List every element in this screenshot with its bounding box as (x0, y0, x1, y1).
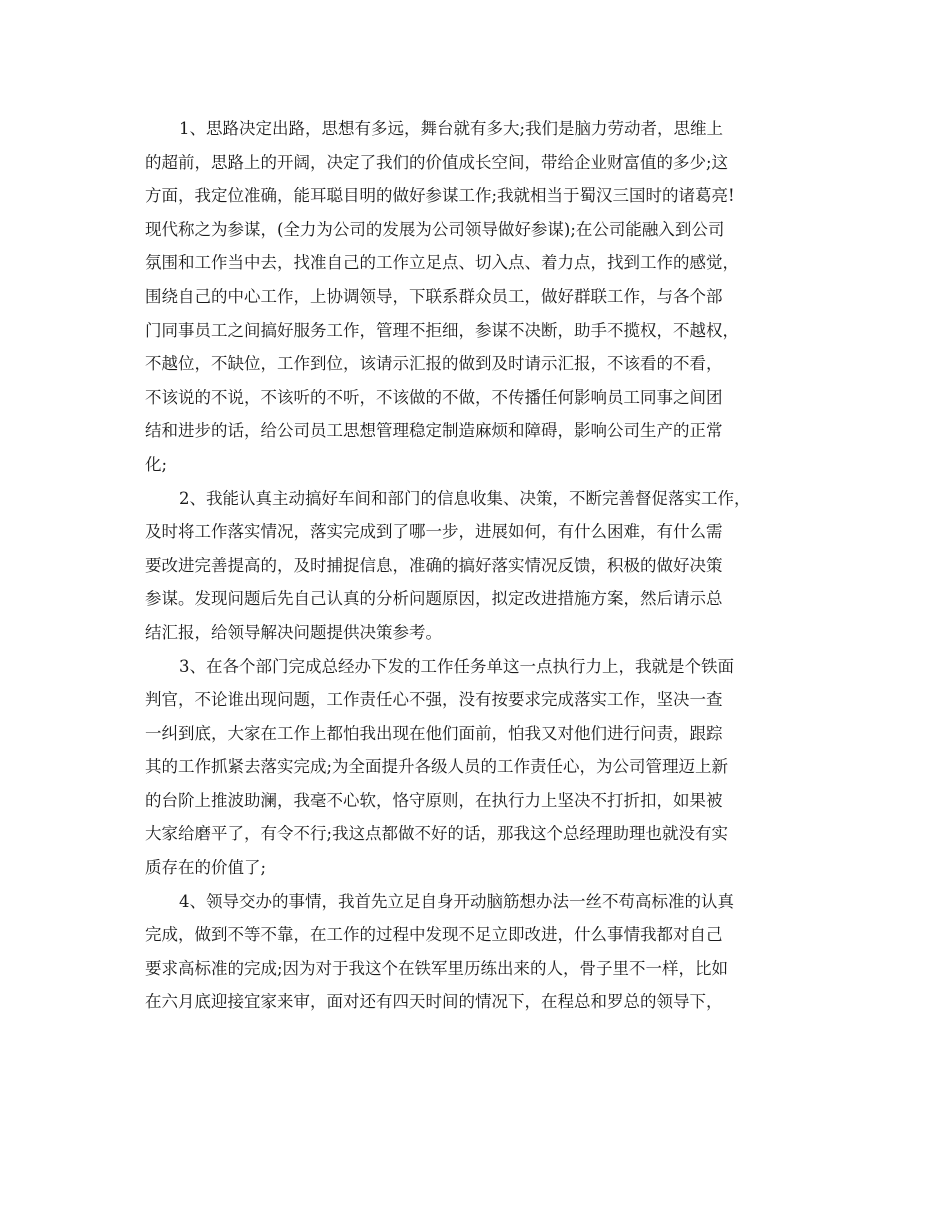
paragraph-4 (145, 885, 810, 1019)
text-line: 的超前，思路上的开阔，决定了我们的价值成长空间，带给企业财富值的多少;这 (145, 152, 729, 172)
text-line: 一纠到底，大家在工作上都怕我出现在他们面前，怕我又对他们进行问责，跟踪 (145, 723, 723, 743)
document-body (145, 112, 810, 1019)
text-line: 的台阶上推波助澜，我毫不心软，恪守原则，在执行力上坚决不打折扣，如果被 (145, 790, 723, 810)
paragraph-2 (145, 482, 810, 650)
text-line: 要求高标准的完成;因为对于我这个在铁军里历练出来的人，骨子里不一样，比如 (145, 958, 729, 978)
text-line: 及时将工作落实情况，落实完成到了哪一步，进展如何，有什么困难，有什么需 (145, 522, 723, 542)
text-line: 其的工作抓紧去落实完成;为全面提升各级人员的工作责任心，为公司管理迈上新 (145, 757, 729, 777)
text-line: 门同事员工之间搞好服务工作，管理不拒细，参谋不决断，助手不揽权，不越权， (145, 320, 739, 340)
text-line: 方面，我定位准确，能耳聪目明的做好参谋工作;我就相当于蜀汉三国时的诸葛亮! (145, 186, 735, 206)
text-line: 1、思路决定出路，思想有多远，舞台就有多大;我们是脑力劳动者，思维上 (179, 119, 724, 138)
text-line: 4、领导交办的事情，我首先立足自身开动脑筋想办法一丝不苟高标准的认真 (179, 891, 734, 911)
text-line: 判官，不论谁出现问题，工作责任心不强，没有按要求完成落实工作，坚决一查 (145, 690, 723, 710)
text-line: 完成，做到不等不靠，在工作的过程中发现不足立即改进，什么事情我都对自己 (145, 925, 723, 945)
text-line: 在六月底迎接宜家来审，面对还有四天时间的情况下，在程总和罗总的领导下， (145, 992, 723, 1012)
text-line: 结汇报，给领导解决问题提供决策参考。 (145, 622, 442, 642)
text-line: 要改进完善提高的，及时捕捉信息，准确的搞好落实情况反馈，积极的做好决策 (145, 555, 723, 575)
text-line: 质存在的价值了; (145, 858, 267, 878)
text-line: 参谋。发现问题后先自己认真的分析问题原因，拟定改进措施方案，然后请示总 (145, 589, 723, 609)
text-line: 不该说的不说，不该听的不听，不该做的不做，不传播任何影响员工同事之间团 (145, 387, 723, 407)
paragraph-3 (145, 650, 810, 885)
text-line: 不越位，不缺位，工作到位，该请示汇报的做到及时请示汇报，不该看的不看， (145, 354, 723, 374)
text-line: 2、我能认真主动搞好车间和部门的信息收集、决策，不断完善督促落实工作， (179, 488, 751, 508)
text-line: 大家给磨平了，有令不行;我这点都做不好的话，那我这个总经理助理也就没有实 (145, 824, 729, 844)
text-line: 结和进步的话，给公司员工思想管理稳定制造麻烦和障碍，影响公司生产的正常 (145, 421, 723, 441)
text-line: 3、在各个部门完成总经办下发的工作任务单这一点执行力上，我就是个铁面 (179, 656, 734, 676)
text-line: 氛围和工作当中去，找准自己的工作立足点、切入点、着力点，找到工作的感觉， (145, 253, 739, 273)
text-line: 现代称之为参谋，(全力为公司的发展为公司领导做好参谋);在公司能融入到公司 (145, 219, 725, 239)
paragraph-1 (145, 112, 810, 482)
text-line: 围绕自己的中心工作，上协调领导，下联系群众员工，做好群联工作，与各个部 (145, 286, 723, 306)
text-line: 化; (145, 454, 168, 474)
